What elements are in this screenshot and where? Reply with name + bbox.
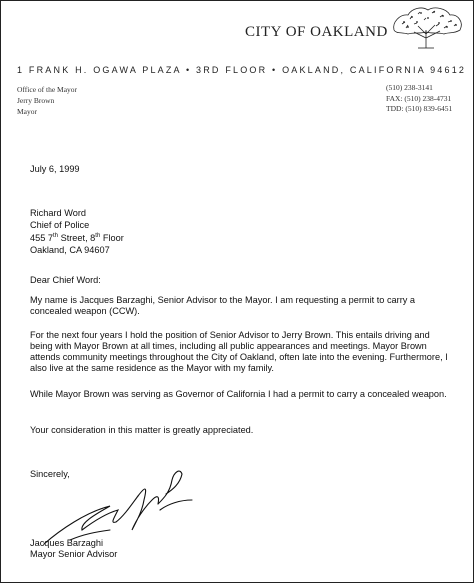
signer-name: Jacques Barzaghi bbox=[30, 538, 104, 548]
office-block bbox=[17, 84, 77, 117]
phone-block bbox=[386, 83, 452, 115]
letter-date: July 6, 1999 bbox=[30, 164, 80, 174]
body-paragraph: While Mayor Brown was serving as Governor of California I had a permit to carry a concealed weapon. bbox=[30, 389, 447, 399]
letterhead-address: 1 FRANK H. OGAWA PLAZA • 3RD FLOOR • OAKLAND, CALIFORNIA 94612 bbox=[17, 65, 467, 75]
recipient-city: Oakland, CA 94607 bbox=[30, 244, 110, 255]
office-line: Office of the Mayor bbox=[17, 85, 78, 94]
office-line: Mayor bbox=[17, 107, 37, 116]
recipient-title: Chief of Police bbox=[30, 219, 90, 230]
recipient-address-block bbox=[30, 208, 124, 256]
salutation: Dear Chief Word: bbox=[30, 275, 101, 285]
body-paragraph: Your consideration in this matter is greatly appreciated. bbox=[30, 425, 254, 435]
fax-line: FAX: (510) 238-4731 bbox=[386, 93, 452, 103]
signer-block bbox=[30, 538, 117, 560]
city-logo-wordmark: CITY OF OAKLAND bbox=[245, 24, 388, 40]
phone-line: (510) 238-3141 bbox=[386, 83, 433, 92]
office-line: Jerry Brown bbox=[17, 96, 55, 105]
signer-title: Mayor Senior Advisor bbox=[30, 549, 118, 559]
body-paragraph: For the next four years I hold the position of Senior Advisor to Jerry Brown. This entails driving and being with Mayor Brown at all times, including all public appearances and meetings. Mayor Brown attends community meetings throughout the City of Oakland, often late into the evening. Furthermore, I also live at the same residence as the Mayor with my family. bbox=[30, 330, 448, 373]
recipient-name: Richard Word bbox=[30, 208, 86, 218]
closing: Sincerely, bbox=[30, 469, 70, 479]
oak-tree-logo-icon bbox=[388, 4, 464, 50]
tdd-line: TDD: (510) 839-6451 bbox=[386, 104, 453, 113]
recipient-street: 455 7th Street, 8th Floor bbox=[30, 233, 124, 244]
body-paragraph: My name is Jacques Barzaghi, Senior Advisor to the Mayor. I am requesting a permit to carry a concealed weapon (CCW). bbox=[30, 295, 416, 316]
